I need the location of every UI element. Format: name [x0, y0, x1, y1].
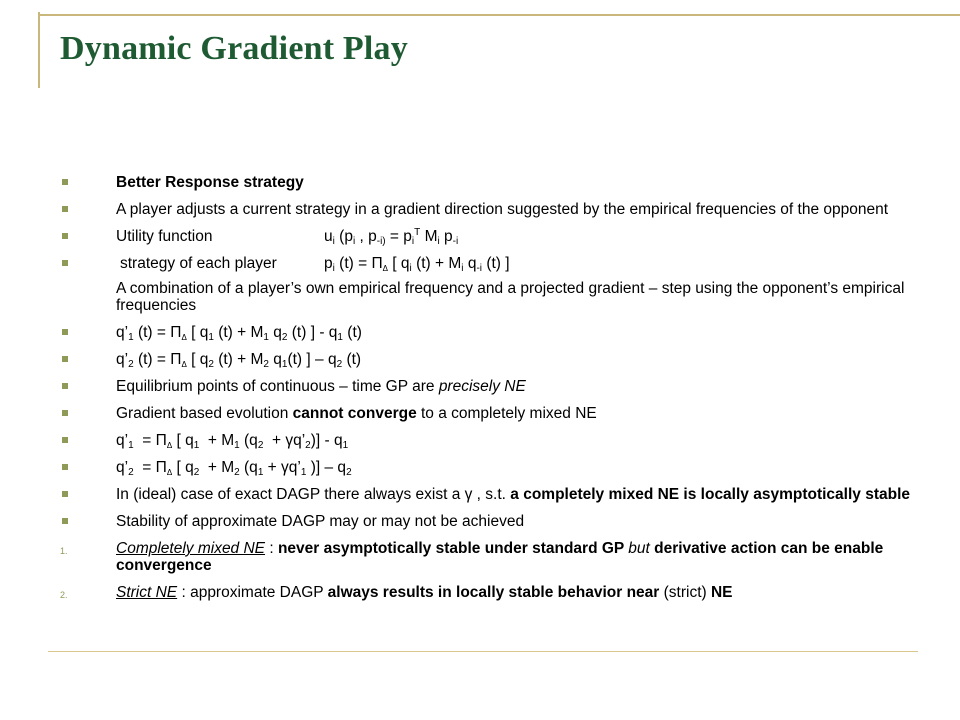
utility-formula: $u_i$ ($p_i$ , $p_{-i)} = p_i^T$ $M_i$ $p_{-i}$	[324, 227, 459, 247]
bullet-gradient-evolution: Gradient based evolution cannot converge to a completely mixed NE	[60, 405, 910, 422]
bullet-q2-dagp: $q’_2 = \Pi_\Delta$ [ $q_2 + M_2$ ($q_1$ + $\gamma q’_1$ )] – $q_2$	[60, 459, 910, 476]
bullet-q2-equation: $q’_2$ $(t) = \Pi_\Delta$ [ $q_2$ $(t) + M_2$ $q_1(t)$ ] – $q_2$ (t)	[60, 351, 910, 368]
left-accent-line	[38, 12, 40, 88]
bullet-marker	[62, 233, 68, 239]
bullet-marker	[62, 464, 68, 470]
top-accent-line	[38, 14, 960, 16]
strategy-continuation: A combination of a player’s own empirical frequency and a projected gradient – step using the opponent’s empirical frequencies	[116, 280, 905, 314]
bullet-equilibrium-points: Equilibrium points of continuous – time GP are precisely NE	[60, 378, 910, 395]
bullet-marker	[62, 491, 68, 497]
bullet-q1-equation: $q’_1$ $(t) = \Pi_\Delta$ [ $q_1$ $(t) + M_1$ $q_2$ (t) ] - $q_1$ (t)	[60, 324, 910, 341]
numbered-item-2: 2. Strict NE : approximate DAGP always results in locally stable behavior near (strict) NE	[60, 584, 733, 601]
bullet-marker	[62, 206, 68, 212]
bullet-utility-function: Utility function $u_i$ ($p_i$ , $p_{-i)} = p_i^T$ $M_i$ $p_{-i}$	[60, 228, 910, 245]
slide-title: Dynamic Gradient Play	[60, 30, 408, 67]
numbered-item-1: 1. Completely mixed NE : never asymptotically stable under standard GP but derivative action can be enable convergence	[60, 540, 884, 574]
bullet-strategy-each-player: strategy of each player $p_i$ $(t) = \Pi_\Delta$ [ $q_i$ $(t) + M_i$ $q_{-i}$ (t) ]	[60, 255, 910, 272]
bullet-marker	[62, 260, 68, 266]
bullet-marker	[62, 518, 68, 524]
bullet-exact-dagp: In (ideal) case of exact DAGP there always exist a γ , s.t. a completely mixed NE is locally asymptotically stable	[60, 486, 910, 503]
bottom-accent-line	[48, 651, 918, 652]
bullet-marker	[62, 437, 68, 443]
bullet-marker	[62, 383, 68, 389]
bullet-approx-dagp: Stability of approximate DAGP may or may not be achieved	[60, 513, 910, 530]
bullet-better-response: Better Response strategy	[60, 174, 910, 191]
bullet-q1-dagp: $q’_1 = \Pi_\Delta$ [ $q_1 + M_1$ ($q_2$ + $\gamma q’_2)] - q_1$	[60, 432, 910, 449]
bullet-marker	[62, 329, 68, 335]
strategy-formula: $p_i$ $(t) = \Pi_\Delta$ [ $q_i$ $(t) + M_i$ $q_{-i}$ (t) ]	[324, 255, 510, 274]
bullet-marker	[62, 356, 68, 362]
bullet-player-adjusts: A player adjusts a current strategy in a gradient direction suggested by the empirical frequencies of the opponent	[60, 201, 910, 218]
bullet-marker	[62, 410, 68, 416]
bullet-marker	[62, 179, 68, 185]
slide-body	[60, 174, 910, 611]
